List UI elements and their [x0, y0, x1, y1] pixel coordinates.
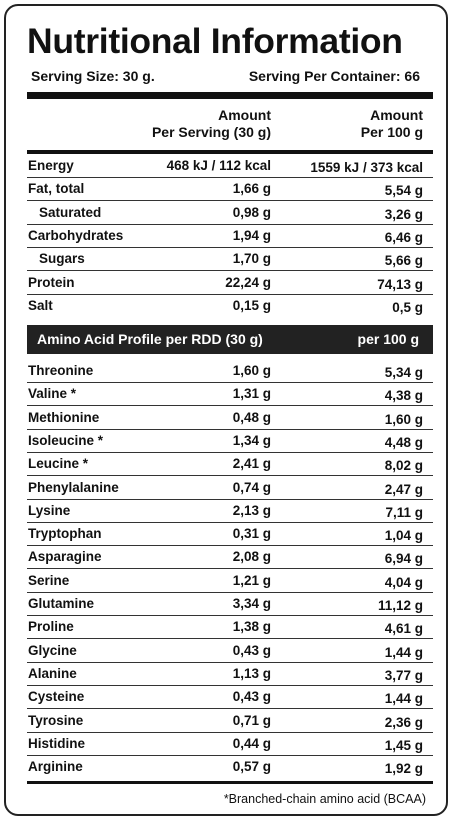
row-value-per-100g: 5,54 g: [384, 183, 423, 199]
row-name: Tryptophan: [28, 526, 102, 542]
row-name: Protein: [28, 274, 75, 290]
table-row: [27, 248, 433, 271]
footnote: *Branched-chain amino acid (BCAA): [223, 792, 426, 806]
row-name: Leucine *: [28, 456, 89, 472]
row-value-per-serving: 1,70 g: [232, 251, 271, 267]
row-value-per-serving: 2,41 g: [232, 456, 271, 472]
table-row: [27, 407, 433, 430]
table-row: [27, 202, 433, 225]
row-value-per-serving: 0,98 g: [232, 204, 271, 220]
row-value-per-serving: 0,15 g: [232, 297, 271, 313]
row-value-per-serving: 3,34 g: [232, 596, 271, 611]
table-row: [27, 640, 433, 663]
column-header-per-100g-line1: Amount: [370, 107, 423, 123]
row-value-per-100g: 1,04 g: [384, 528, 423, 544]
row-value-per-100g: 1,45 g: [384, 737, 423, 753]
row-value-per-serving: 2,08 g: [232, 549, 271, 565]
table-row: [27, 155, 433, 178]
row-value-per-serving: 0,71 g: [232, 712, 271, 728]
table-row: [27, 477, 433, 500]
table-row: [27, 686, 433, 709]
row-value-per-serving: 0,74 g: [232, 479, 271, 495]
table-row: [27, 500, 433, 523]
page-title: Nutritional Information: [27, 21, 403, 61]
table-row: [27, 383, 433, 406]
row-value-per-100g: 1,60 g: [384, 411, 423, 427]
table-row: [27, 178, 433, 201]
row-name: Fat, total: [28, 181, 85, 197]
row-name: Cysteine: [28, 689, 85, 705]
row-value-per-100g: 0,5 g: [392, 299, 423, 315]
row-value-per-serving: 1,34 g: [232, 432, 271, 448]
table-row: [27, 570, 433, 593]
row-name: Alanine: [28, 665, 77, 681]
row-value-per-100g: 4,38 g: [384, 388, 423, 404]
amino-acid-header-per100g: per 100 g: [357, 331, 419, 347]
thick-divider: [27, 92, 433, 99]
row-value-per-100g: 5,34 g: [384, 365, 423, 380]
row-name: Carbohydrates: [28, 227, 124, 243]
column-header-per-serving-line2: Per Serving (30 g): [151, 124, 271, 140]
table-row: [27, 272, 433, 295]
table-row: [27, 360, 433, 383]
row-value-per-100g: 74,13 g: [377, 276, 423, 292]
table-row: [27, 593, 433, 616]
row-value-per-serving: 0,44 g: [232, 735, 271, 751]
row-name: Asparagine: [28, 549, 102, 565]
servings-per-container: Serving Per Container: 66: [248, 68, 420, 84]
table-row: [27, 225, 433, 248]
table-row: [27, 733, 433, 756]
row-value-per-100g: 1,92 g: [384, 761, 423, 777]
table-row: [27, 430, 433, 453]
row-name: Isoleucine *: [28, 432, 104, 448]
row-name: Lysine: [28, 502, 71, 518]
row-value-per-100g: 8,02 g: [384, 458, 423, 474]
row-value-per-100g: 4,48 g: [384, 434, 423, 450]
row-value-per-100g: 6,94 g: [384, 551, 423, 567]
bottom-divider: [27, 781, 433, 784]
row-value-per-100g: 2,36 g: [384, 714, 423, 730]
row-value-per-serving: 1,21 g: [232, 572, 271, 588]
row-value-per-serving: 0,43 g: [232, 689, 271, 705]
row-name: Threonine: [28, 363, 94, 378]
table-row: [27, 663, 433, 686]
row-value-per-100g: 1,44 g: [384, 644, 423, 660]
row-name: Glutamine: [28, 596, 95, 611]
serving-size: Serving Size: 30 g.: [31, 68, 155, 84]
row-name: Energy: [28, 158, 74, 173]
row-value-per-100g: 3,77 g: [384, 667, 423, 683]
row-value-per-100g: 1559 kJ / 373 kcal: [310, 160, 423, 175]
row-name: Methionine: [28, 409, 100, 425]
row-name: Phenylalanine: [28, 479, 119, 495]
row-value-per-serving: 2,13 g: [232, 502, 271, 518]
table-row: [27, 616, 433, 639]
row-value-per-100g: 4,04 g: [384, 574, 423, 590]
amino-acid-header-band: [27, 325, 433, 354]
row-name: Serine: [28, 572, 70, 588]
row-name: Histidine: [28, 735, 86, 751]
column-header-per-serving: [152, 107, 271, 141]
row-value-per-100g: 7,11 g: [385, 504, 423, 520]
row-name: Tyrosine: [28, 712, 84, 728]
row-value-per-100g: 4,61 g: [384, 621, 423, 637]
row-value-per-serving: 0,43 g: [232, 642, 271, 658]
row-value-per-serving: 0,31 g: [232, 526, 271, 542]
row-value-per-serving: 1,38 g: [232, 619, 271, 635]
header-divider: [27, 150, 433, 154]
row-value-per-serving: 1,66 g: [232, 181, 271, 197]
row-value-per-100g: 3,26 g: [384, 206, 423, 222]
table-row: [27, 546, 433, 569]
row-value-per-serving: 1,31 g: [232, 386, 271, 402]
row-name: Valine *: [28, 386, 77, 402]
table-row: [27, 453, 433, 476]
row-name: Arginine: [28, 759, 83, 775]
row-value-per-serving: 1,60 g: [232, 363, 271, 378]
table-row: [27, 710, 433, 733]
row-value-per-serving: 0,57 g: [232, 759, 271, 775]
row-value-per-serving: 468 kJ / 112 kcal: [166, 158, 271, 173]
row-value-per-serving: 22,24 g: [225, 274, 271, 290]
row-value-per-100g: 11,12 g: [377, 598, 423, 613]
row-value-per-100g: 2,47 g: [384, 481, 423, 497]
column-header-per-100g: [361, 107, 423, 141]
row-name: Saturated: [39, 204, 102, 220]
table-row: [27, 756, 433, 779]
table-row: [27, 295, 433, 318]
row-name: Proline: [28, 619, 74, 635]
row-value-per-serving: 1,94 g: [232, 227, 271, 243]
row-value-per-100g: 6,46 g: [384, 229, 423, 245]
column-header-per-serving-line1: Amount: [218, 107, 271, 123]
row-value-per-serving: 0,48 g: [232, 409, 271, 425]
row-name: Sugars: [39, 251, 85, 267]
table-row: [27, 523, 433, 546]
row-value-per-serving: 1,13 g: [232, 665, 271, 681]
row-value-per-100g: 5,66 g: [384, 253, 423, 269]
row-name: Glycine: [28, 642, 77, 658]
row-value-per-100g: 1,44 g: [384, 691, 423, 707]
column-header-per-100g-line2: Per 100 g: [360, 124, 423, 140]
amino-acid-header-label: Amino Acid Profile per RDD (30 g): [37, 331, 263, 347]
row-name: Salt: [28, 297, 53, 313]
